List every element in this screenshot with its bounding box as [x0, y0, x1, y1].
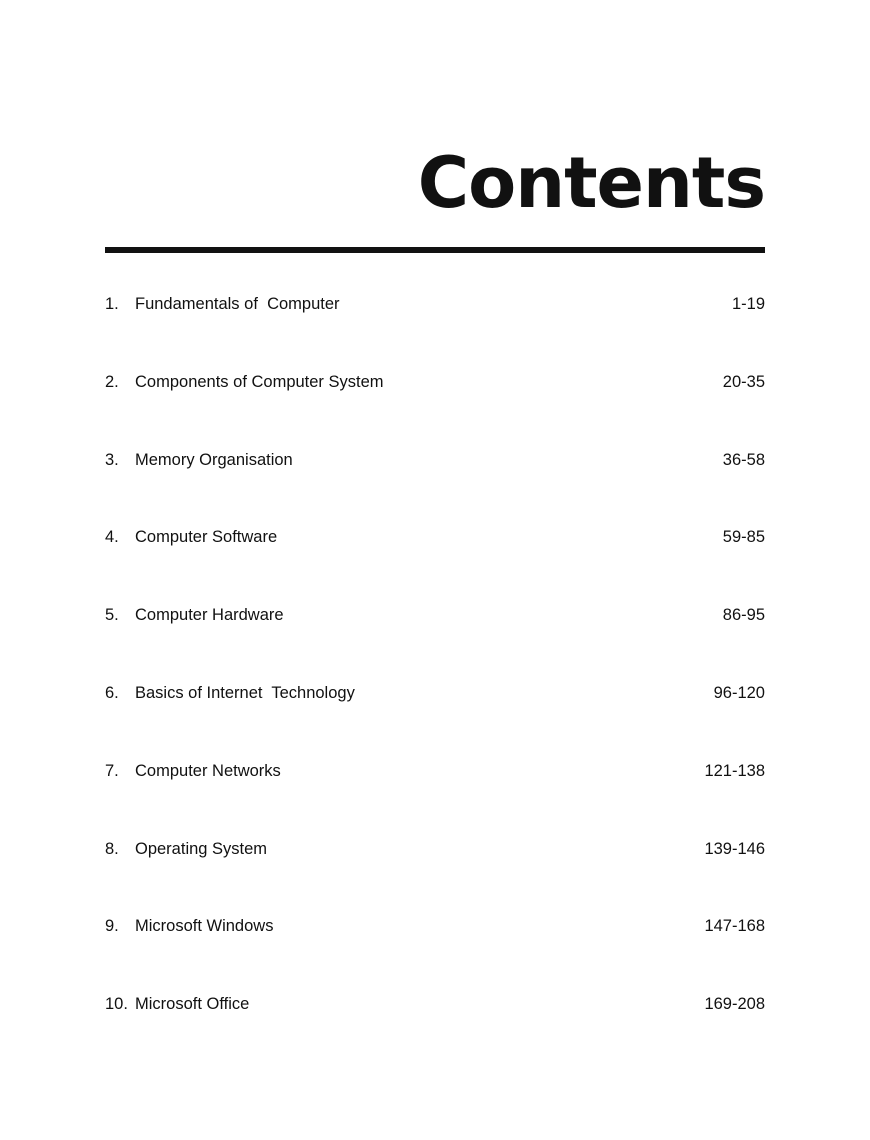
toc-entry-pages: 147-168: [704, 917, 765, 936]
toc-entry-number: 9.: [105, 917, 119, 936]
toc-entry[interactable]: [105, 525, 765, 603]
toc-entry[interactable]: [105, 914, 765, 992]
toc-entry-title: Basics of Internet Technology: [135, 683, 355, 702]
toc-entry-pages: 36-58: [722, 450, 765, 469]
toc-entry-pages: 169-208: [704, 995, 765, 1014]
toc-entry-title: Memory Organisation: [135, 450, 293, 469]
toc-entry-title: Computer Software: [135, 528, 278, 547]
toc-entry-title: Fundamentals of Computer: [135, 295, 340, 313]
toc-entry[interactable]: [105, 370, 765, 448]
toc-entry-pages: 59-85: [722, 528, 765, 547]
toc-entry-number: 7.: [105, 761, 119, 780]
toc-entry-number: 10.: [105, 995, 128, 1014]
toc-entry-number: 6.: [105, 683, 119, 702]
toc-entry-pages: 86-95: [722, 606, 765, 625]
toc-entry[interactable]: [105, 837, 765, 915]
toc-entry-pages: 121-138: [704, 761, 765, 780]
toc-entry-number: 1.: [105, 295, 119, 313]
toc-entry-title: Operating System: [135, 839, 268, 858]
toc-entry-pages: 20-35: [722, 372, 765, 391]
title-divider: [105, 247, 765, 253]
toc-entry-title: Microsoft Windows: [135, 917, 274, 936]
toc-entry[interactable]: [105, 292, 765, 370]
toc-entry-title: Computer Hardware: [135, 606, 284, 625]
toc-entry-title: Computer Networks: [135, 761, 281, 780]
table-of-contents: [105, 292, 765, 1070]
toc-entry[interactable]: [105, 603, 765, 681]
toc-entry-number: 8.: [105, 839, 119, 858]
toc-entry[interactable]: [105, 992, 765, 1070]
toc-entry-title: Components of Computer System: [135, 372, 384, 391]
toc-entry[interactable]: [105, 681, 765, 759]
toc-entry-number: 4.: [105, 528, 119, 547]
toc-entry-number: 2.: [105, 372, 119, 391]
page-title: Contents: [417, 142, 765, 224]
toc-entry-title: Microsoft Office: [135, 995, 250, 1014]
toc-entry[interactable]: [105, 448, 765, 526]
toc-entry-number: 3.: [105, 450, 119, 469]
toc-entry[interactable]: [105, 759, 765, 837]
toc-entry-pages: 1-19: [731, 295, 765, 313]
toc-entry-pages: 96-120: [713, 683, 765, 702]
toc-entry-number: 5.: [105, 606, 119, 625]
toc-entry-pages: 139-146: [704, 839, 765, 858]
